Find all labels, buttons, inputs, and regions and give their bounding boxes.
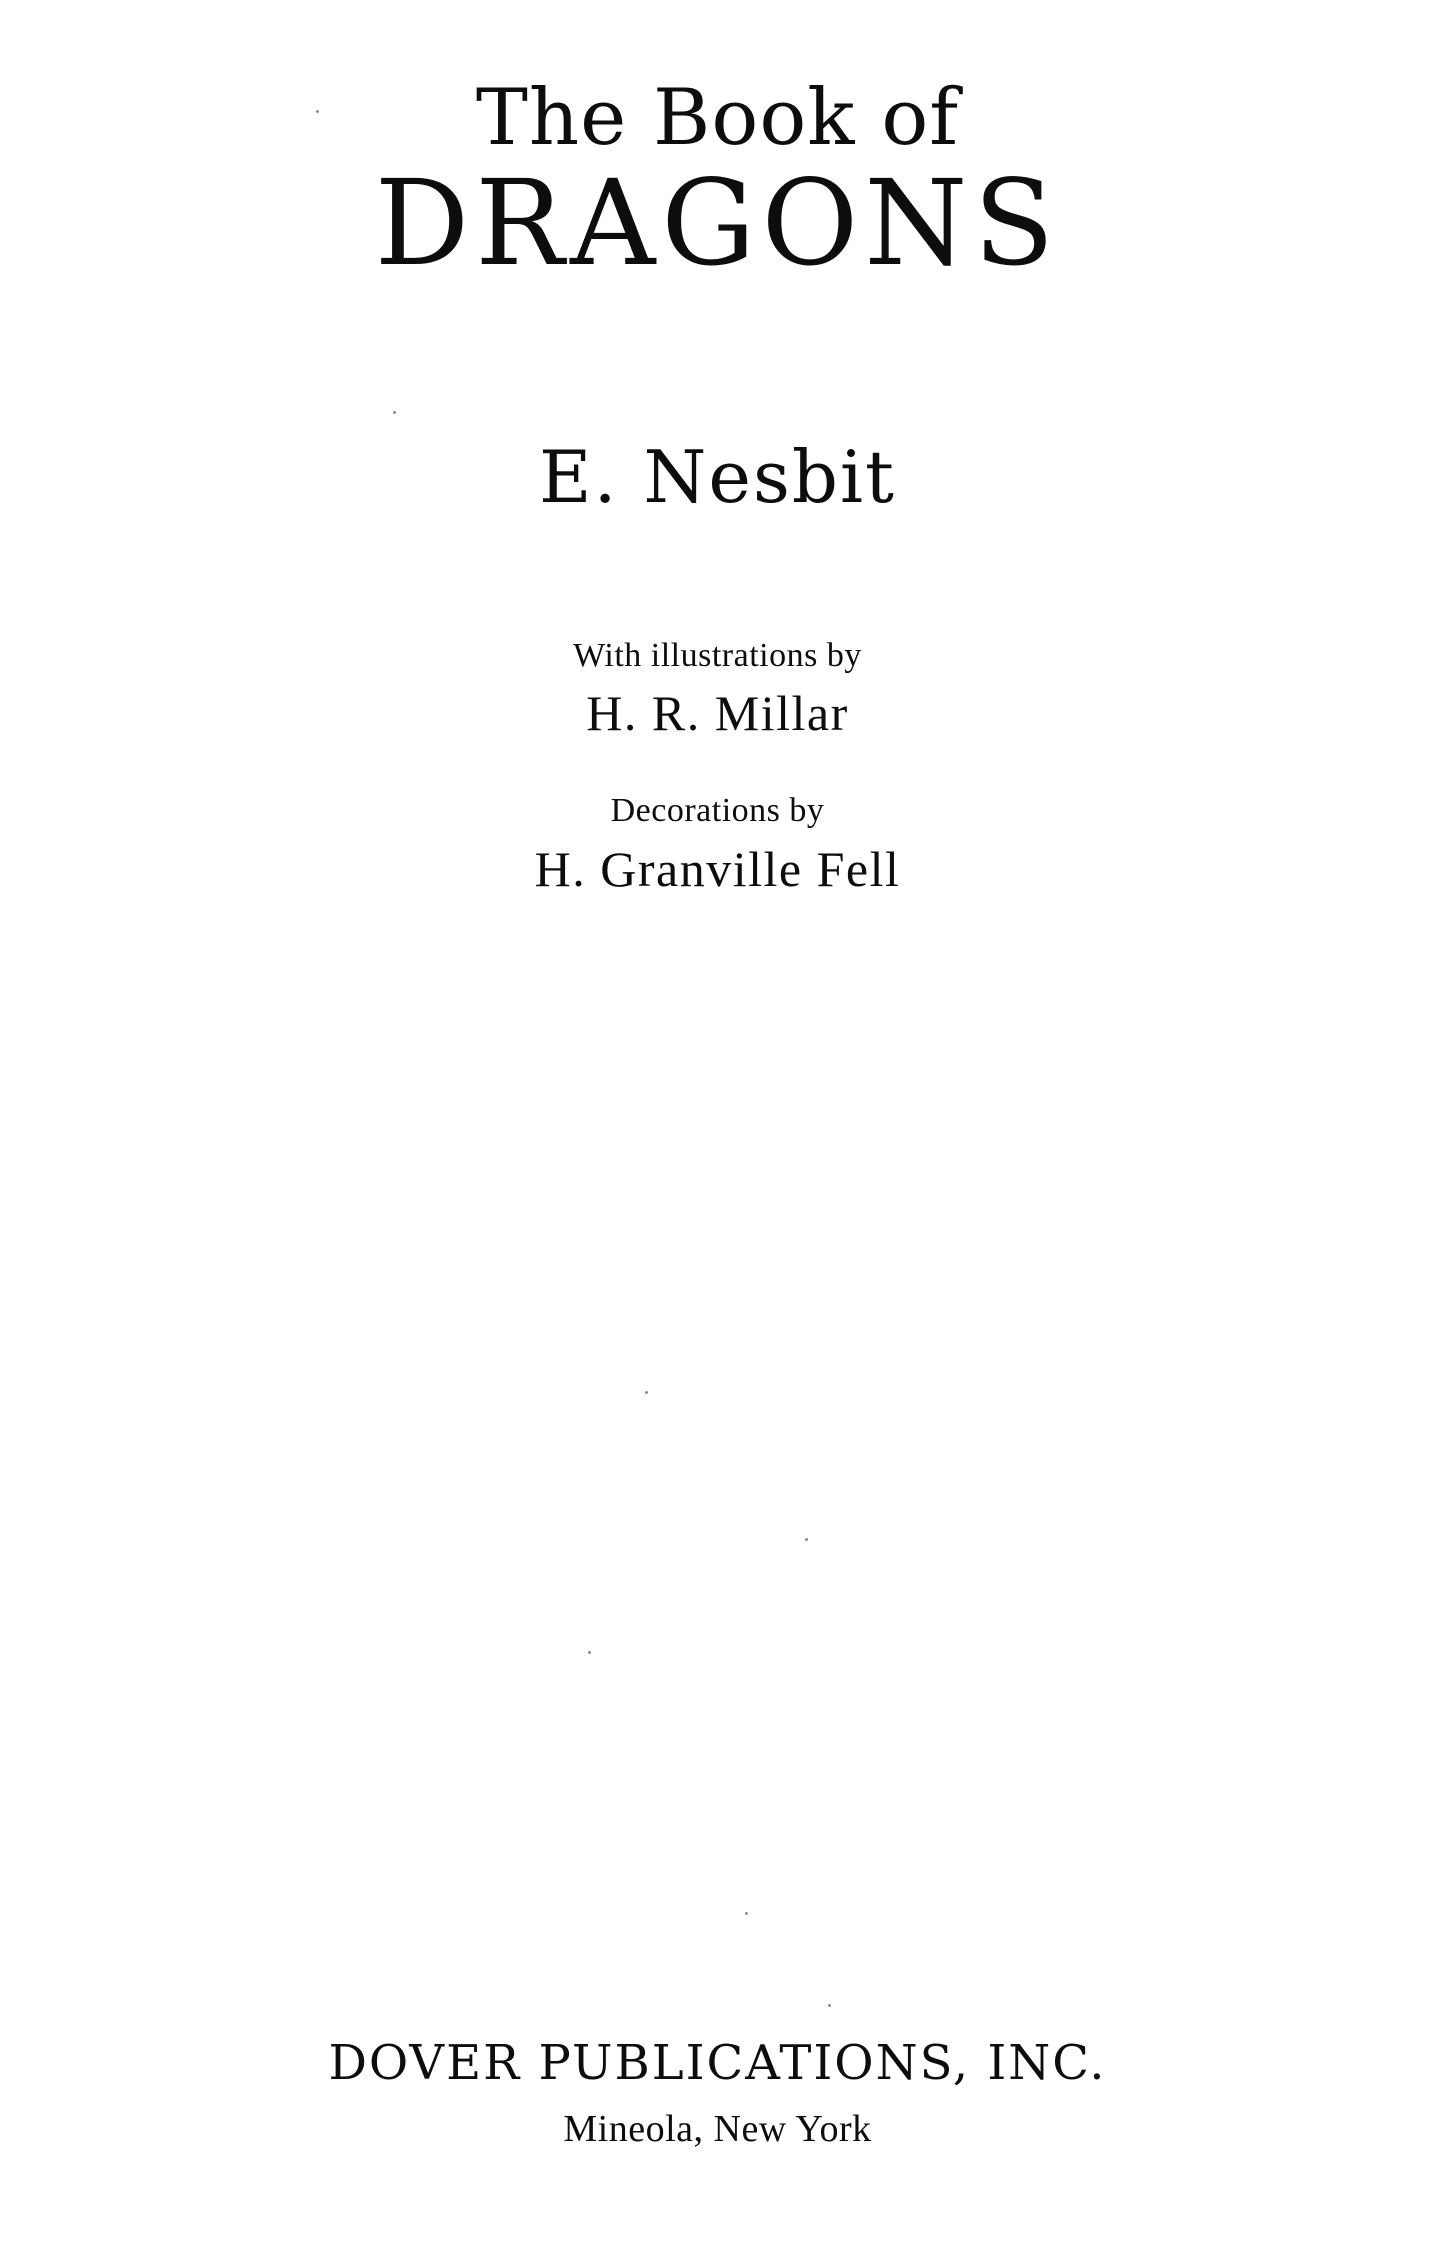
title-line-one: The Book of — [475, 73, 960, 163]
author-name: E. Nesbit — [539, 434, 896, 519]
title-line-two: DRAGONS — [374, 153, 1061, 292]
publisher-name: DOVER PUBLICATIONS, INC. — [328, 2035, 1107, 2092]
paper-speck — [745, 1912, 748, 1915]
book-title — [0, 73, 1435, 292]
credit-decorations — [0, 790, 1435, 902]
credits-block — [0, 635, 1435, 902]
paper-speck — [828, 2004, 831, 2007]
paper-speck — [393, 411, 396, 414]
paper-speck — [316, 110, 319, 113]
credit-illustrations — [0, 635, 1435, 747]
credit-decorations-name: H. Granville Fell — [534, 840, 901, 897]
credit-illustrations-name: H. R. Millar — [586, 685, 849, 742]
publisher-block — [0, 2035, 1435, 2151]
paper-speck — [645, 1391, 648, 1394]
credit-decorations-prefix: Decorations by — [610, 792, 825, 830]
paper-speck — [805, 1538, 808, 1541]
publisher-city: Mineola, New York — [563, 2108, 872, 2150]
credit-illustrations-prefix: With illustrations by — [573, 636, 862, 674]
paper-speck — [588, 1651, 591, 1654]
